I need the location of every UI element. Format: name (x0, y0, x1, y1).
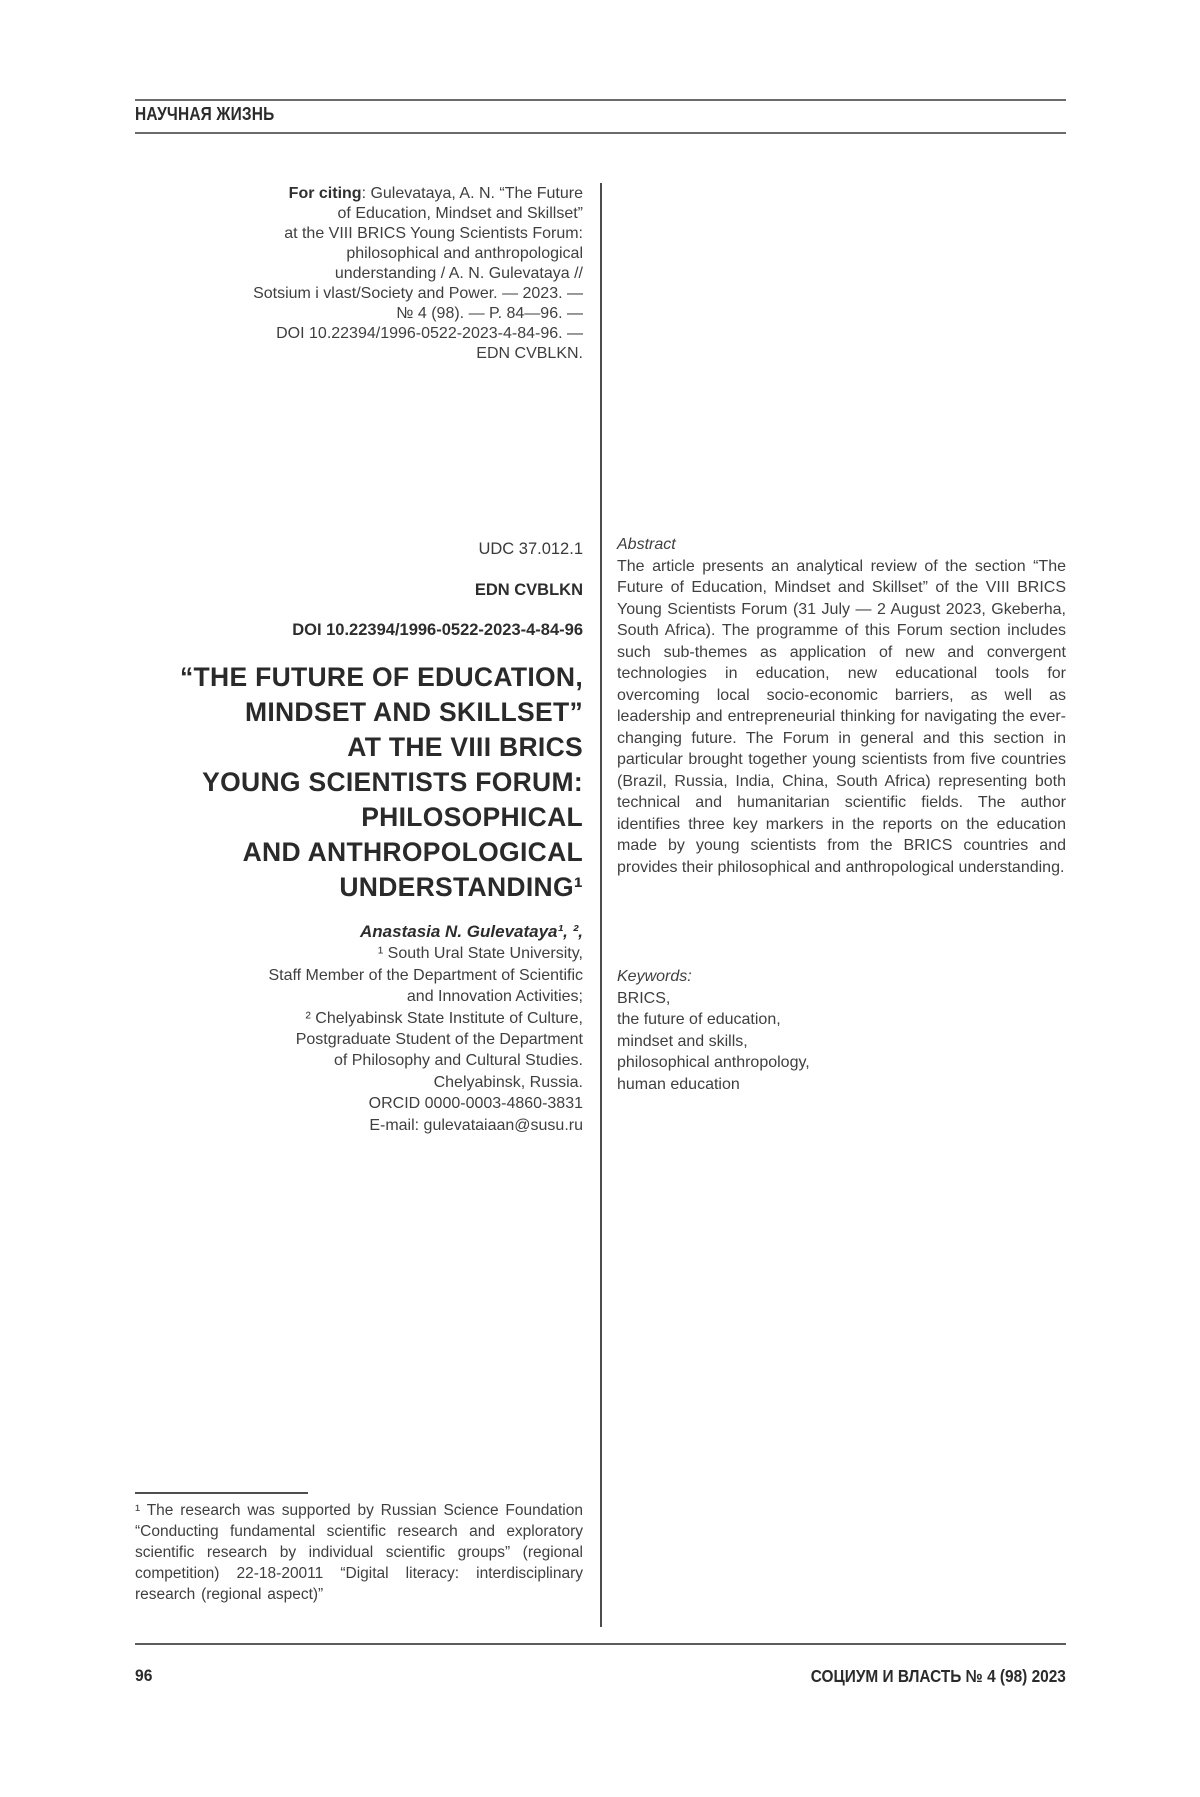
page-number: 96 (135, 1666, 153, 1685)
keywords-label: Keywords: (617, 968, 692, 985)
abstract-text: The article presents an analytical review of the section “The Future of Education, Mindset and Skillset” of the VIII BRICS Young Scientists Forum (31 July — 2 August 2023, Gkeberha, South Africa). The programme of this Forum section includes such sub-themes as application of new and convergent technologies in education, new educational tools for overcoming local socio-economic barriers, as well as leadership and entrepreneurial thinking for navigating the ever-changing future. The Forum in general and this section in particular brought together young scientists from five countries (Brazil, Russia, India, China, South Africa) representing both technical and humanitarian scientific fields. The author identifies three key markers in the reports on the education made by young scientists from the BRICS countries and provides their philosophical and anthropological understanding. (617, 557, 1066, 876)
footnote-rule (135, 1492, 308, 1494)
article-title: “THE FUTURE OF EDUCATION, MINDSET AND SKILLSET” AT THE VIII BRICS YOUNG SCIENTISTS FORUM: PHILOSOPHICAL AND ANTHROPOLOGICAL UNDERSTANDING¹ (179, 662, 583, 902)
column-divider (600, 183, 602, 1627)
doi-code: DOI 10.22394/1996-0522-2023-4-84-96 (292, 621, 583, 639)
journal-name: СОЦИУМ И ВЛАСТЬ № 4 (98) 2023 (810, 1666, 1066, 1686)
footer-rule (135, 1643, 1066, 1645)
section-heading: НАУЧНАЯ ЖИЗНЬ (135, 104, 275, 124)
header-top-rule (135, 99, 1066, 101)
citation-block (100, 184, 583, 364)
author-affiliation: ¹ South Ural State University, Staff Member of the Department of Scientific and Innovation Activities; ² Chelyabinsk State Institute of Culture, Postgraduate Student of the Department of Philosophy and Cultural Studies. Chelyabinsk, Russia. ORCID 0000-0003-4860-3831 E-mail: gulevataiaan@susu.ru (268, 945, 583, 1134)
footnote-section (135, 1492, 583, 1606)
edn-code: EDN CVBLKN (474, 581, 583, 599)
header-bottom-rule (135, 132, 1066, 134)
author-name: Anastasia N. Gulevataya¹, ², (360, 922, 583, 941)
citation-label: For citing (288, 185, 362, 202)
citation-first-line: : Gulevataya, A. N. “The Future (361, 185, 583, 202)
author-block (100, 921, 583, 1136)
abstract-section (617, 534, 1066, 878)
abstract-label: Abstract (617, 536, 676, 553)
footnote-text: ¹ The research was supported by Russian Science Foundation “Conducting fundamental scientific research and exploratory scientific research by individual scientific groups” (regional competition) 22-18-20011 “Digital literacy: interdisciplinary research (regional aspect)” (135, 1502, 583, 1603)
udc-number: UDC 37.012.1 (478, 540, 583, 558)
keywords-section (617, 966, 1066, 1095)
keywords-list: BRICS, the future of education, mindset and skills, philosophical anthropology, human education (617, 989, 810, 1093)
citation-text: of Education, Mindset and Skillset” at the VIII BRICS Young Scientists Forum: philosophical and anthropological understanding / A. N. Gulevataya // Sotsium i vlast/Society and Power. — 2023. — № 4 (98). — P. 84—96. — DOI 10.22394/1996-0522-2023-4-84-96. — EDN CVBLKN. (253, 205, 583, 362)
